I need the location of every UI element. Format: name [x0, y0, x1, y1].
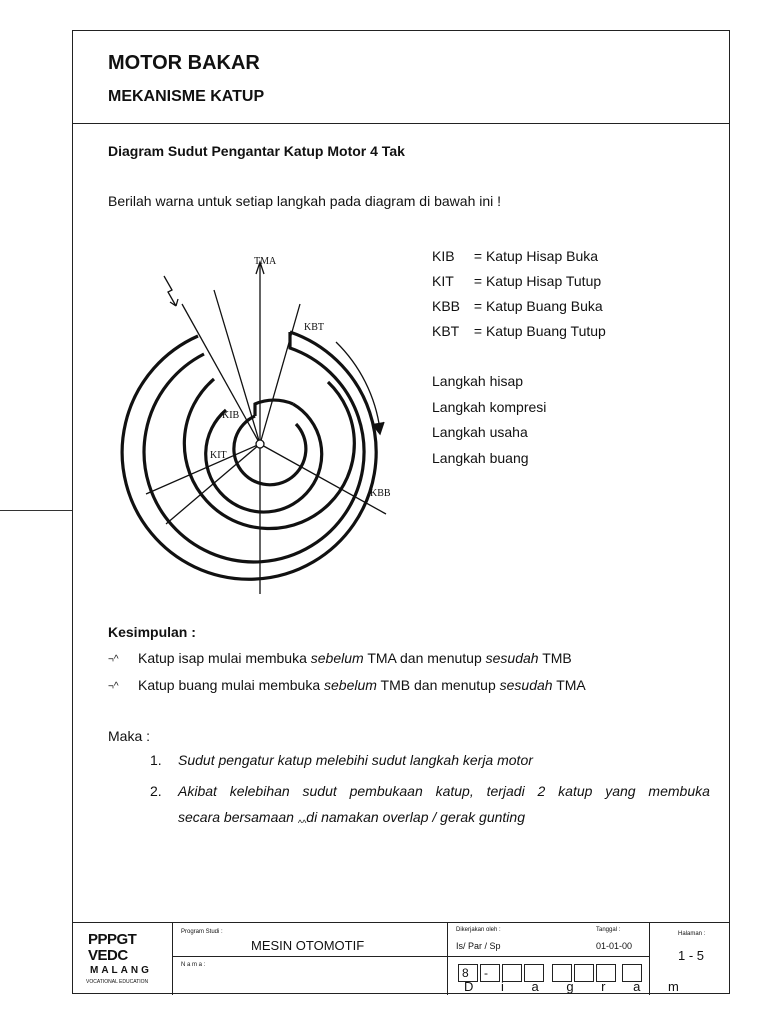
- step-item: Langkah kompresi: [432, 398, 547, 415]
- valve-timing-diagram: [118, 244, 408, 604]
- numbered-item: 1. Sudut pengatur katup melebihi sudut langkah kerja motor: [150, 752, 533, 768]
- page-title: MOTOR BAKAR: [108, 52, 260, 74]
- step-item: Langkah hisap: [432, 373, 524, 389]
- footer-logo: PPPGT VEDC MALANG VOCATIONAL EDUCATION: [86, 931, 152, 985]
- tma-label: TMA: [254, 256, 277, 267]
- header-separator: [72, 123, 730, 124]
- diagram-word: D i a g r a m: [464, 979, 691, 994]
- conclusion-bullet: ¬^ Katup isap mulai membuka sebelum TMA dan menutup sesudah TMB: [108, 650, 572, 666]
- numbered-item: 2. Akibat kelebihan sudut pembukaan katup, terjadi 2 katup yang membuka secara bersamaan $_{\^{}\^{}}$di namakan overlap / gerak gunting: [150, 783, 710, 828]
- kbb-label: KBB: [370, 488, 391, 499]
- step-item: Langkah usaha: [432, 424, 528, 440]
- page-number: 1 - 5: [678, 948, 705, 963]
- instruction-text: Berilah warna untuk setiap langkah pada diagram di bawah ini !: [108, 193, 502, 209]
- legend-item: KBT = Katup Buang Tutup: [432, 323, 606, 339]
- steps-list: [432, 369, 546, 471]
- conclusion-title: Kesimpulan :: [108, 624, 196, 640]
- kbt-label: KBT: [304, 322, 324, 333]
- program-value: MESIN OTOMOTIF: [251, 938, 365, 953]
- kit-label: KIT: [210, 450, 227, 461]
- margin-tick: [0, 510, 72, 511]
- footer-page: Halaman : 1 - 5: [649, 923, 730, 995]
- step-item: Langkah buang: [432, 449, 529, 466]
- conclusion-bullet: ¬^ Katup buang mulai membuka sebelum TMB dan menutup sesudah TMA: [108, 677, 586, 693]
- section-title: Diagram Sudut Pengantar Katup Motor 4 Tak: [108, 143, 405, 159]
- legend-item: KIB = Katup Hisap Buka: [432, 248, 599, 264]
- page-subtitle: MEKANISME KATUP: [108, 88, 265, 105]
- maka-label: Maka :: [108, 728, 151, 744]
- code-box: -: [480, 964, 500, 982]
- legend-item: KIT = Katup Hisap Tutup: [432, 273, 602, 289]
- legend: [432, 244, 606, 344]
- kib-label: KIB: [222, 410, 240, 421]
- code-box: 8: [458, 964, 478, 982]
- footer-meta: Dikerjakan oleh : Is/ Par / Sp Tanggal : 01-01-00: [447, 923, 649, 995]
- footer-program: Program Studi : MESIN OTOMOTIF N a m a :: [172, 923, 447, 995]
- legend-item: KBB = Katup Buang Buka: [432, 298, 603, 314]
